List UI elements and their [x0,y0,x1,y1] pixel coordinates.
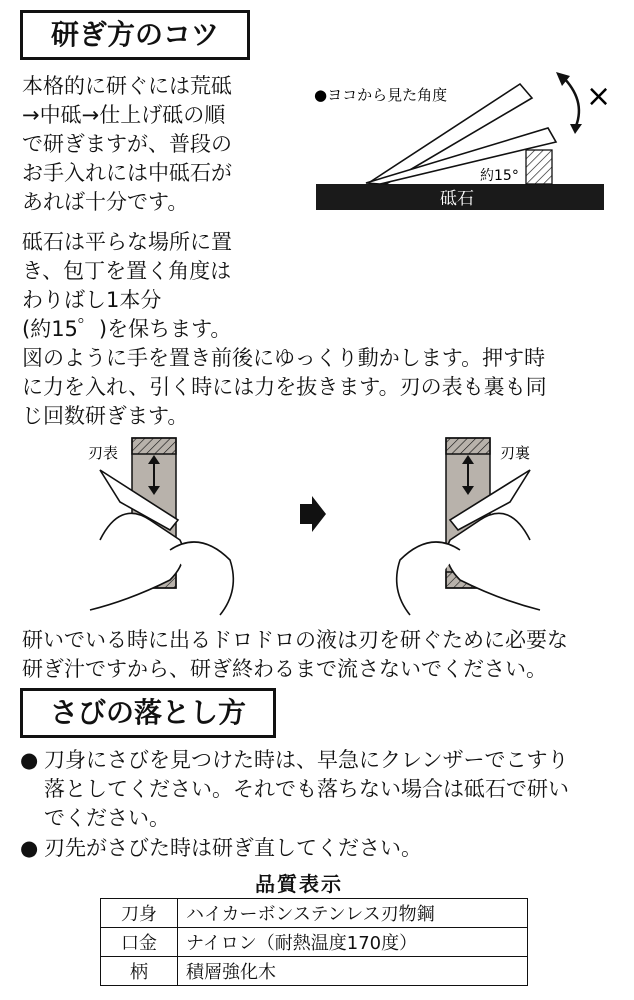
quality-key: 口金 [101,928,178,957]
method-line: 図のように手を置き前後にゆっくり動かします。押す時 [22,346,546,370]
stone-line: (約15゜)を保ちます。 [22,317,232,341]
angle-diagram [300,62,620,222]
table-row [101,957,528,986]
intro-paragraph [22,72,232,217]
bullet-line: 刃先がさびた時は研ぎ直してください。 [44,836,422,860]
quality-value: ハイカーボンステンレス刃物鋼 [178,899,528,928]
back-label: 刃裏 [500,444,531,462]
method-line: に力を入れ、引く時には力を抜きます。刃の表も裏も同 [22,375,547,399]
rust-bullet [20,834,620,864]
slurry-line: 研ぎ汁ですから、研ぎ終わるまで流さないでください。 [22,657,547,681]
stone-line: わりばし1本分 [22,288,162,312]
angle-label: 約15° [480,168,519,184]
quality-value: ナイロン（耐熱温度170度） [178,928,528,957]
bullet-icon: ● [20,748,39,772]
quality-key: 刀身 [101,899,178,928]
hatched-wedge [526,150,552,184]
table-row [101,899,528,928]
quality-value: 積層強化木 [178,957,528,986]
stone-line: 砥石は平らな場所に置 [22,230,232,254]
table-row [101,928,528,957]
intro-line: で研ぎますが、普段の [22,132,232,156]
stone-label: 砥石 [440,189,474,209]
slurry-line: 研いでいる時に出るドロドロの液は刃を研ぐために必要な [22,628,568,652]
bullet-line: 落としてください。それでも落ちない場合は砥石で研い [44,777,569,801]
slurry-paragraph [22,626,568,684]
stone-line: き、包丁を置く角度は [22,259,232,283]
quality-key: 柄 [101,957,178,986]
bullet-line: 刀身にさびを見つけた時は、早急にクレンザーでこすり [44,748,569,772]
hands-illustration [0,430,634,620]
section-title-sharpening: 研ぎ方のコツ [20,10,250,60]
rust-bullet [20,746,620,836]
quality-title: 品質表示 [255,872,343,896]
section-title-rust: さびの落とし方 [20,688,276,738]
angle-caption: ●ヨコから見た角度 [314,86,448,104]
bullet-line: でください。 [44,806,170,830]
arrow-head-icon [570,124,582,134]
intro-line: 本格的に研ぐには荒砥 [22,74,232,98]
x-mark-icon: × [586,79,612,114]
stone-paragraph [22,228,232,344]
front-label: 刃表 [88,444,119,462]
intro-line: あれば十分です。 [22,190,189,214]
intro-line: →中砥→仕上げ砥の順 [22,103,226,127]
rotate-arrow-icon [562,76,579,126]
next-arrow-icon [300,496,326,532]
method-line: じ回数研ぎます。 [22,404,189,428]
intro-line: お手入れには中砥石が [22,161,232,185]
hand-right-front [170,542,233,615]
quality-table [100,898,528,986]
method-paragraph [22,344,547,431]
bullet-icon: ● [20,836,39,860]
